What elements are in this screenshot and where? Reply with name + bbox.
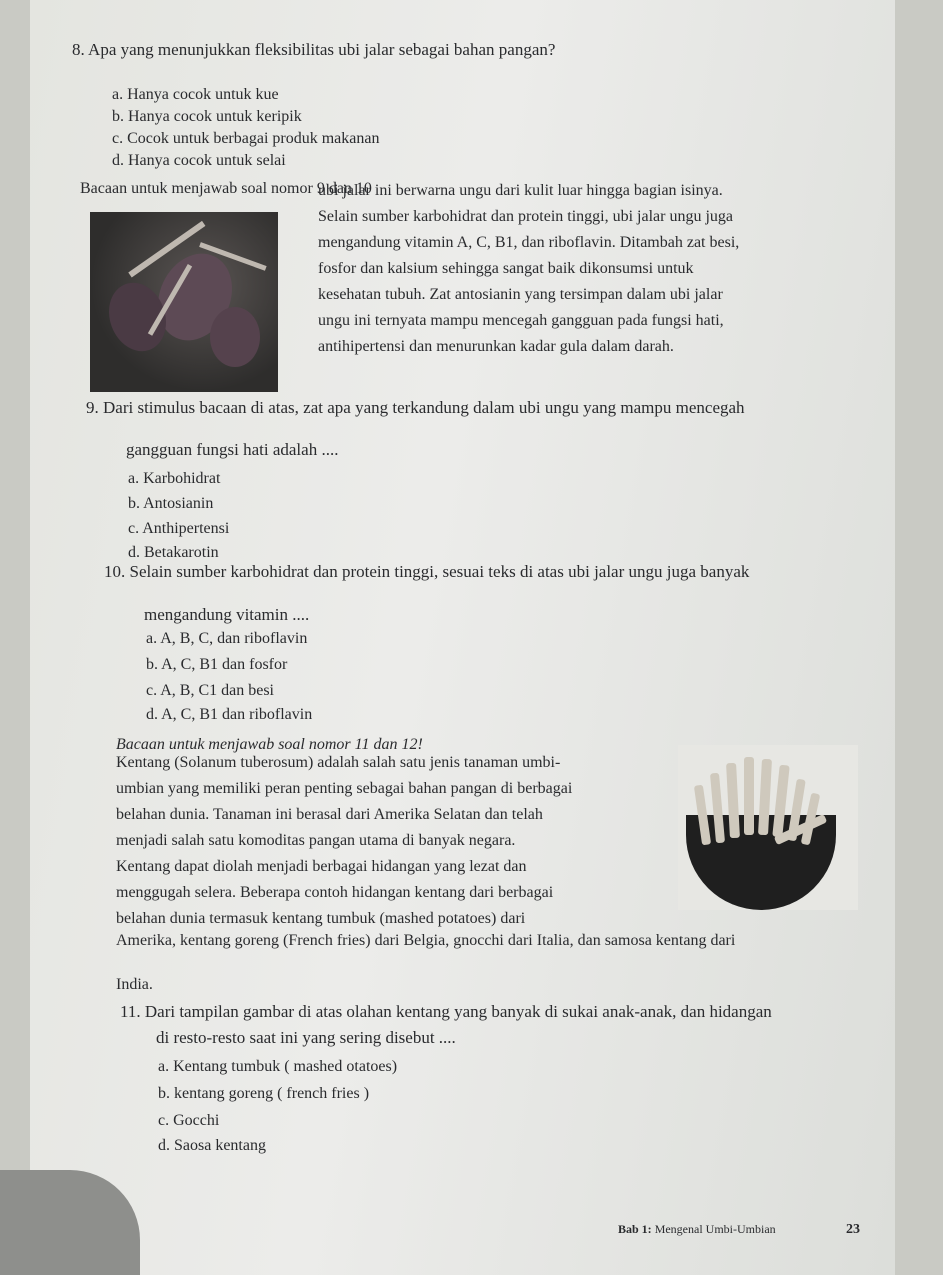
q8-option-d: d. Hanya cocok untuk selai <box>112 152 286 169</box>
reading2-line: belahan dunia. Tanaman ini berasal dari Amerika Selatan dan telah <box>116 806 543 823</box>
reading2-line-end: India. <box>116 976 153 993</box>
reading2-heading: Bacaan untuk menjawab soal nomor 11 dan 12! <box>116 736 423 753</box>
reading1-paragraph <box>318 178 848 360</box>
q10-option-a: a. A, B, C, dan riboflavin <box>146 630 308 647</box>
reading1-line: antihipertensi dan menurunkan kadar gula dalam darah. <box>318 338 674 355</box>
q9-option-b: b. Antosianin <box>128 495 214 512</box>
reading1-line: mengandung vitamin A, C, B1, dan riboflavin. Ditambah zat besi, <box>318 234 740 251</box>
reading1-line: ubi jalar ini berwarna ungu dari kulit luar hingga bagian isinya. <box>318 182 723 199</box>
footer-chapter-title: Mengenal Umbi-Umbian <box>654 1222 776 1236</box>
q9-question: 9. Dari stimulus bacaan di atas, zat apa yang terkandung dalam ubi ungu yang mampu mencegah <box>86 398 745 417</box>
reading2-line: menggugah selera. Beberapa contoh hidangan kentang dari berbagai <box>116 884 554 901</box>
reading1-line: fosfor dan kalsium sehingga sangat baik dikonsumsi untuk <box>318 260 694 277</box>
q11-option-a: a. Kentang tumbuk ( mashed otatoes) <box>158 1058 398 1075</box>
reading2-line-full: Amerika, kentang goreng (French fries) dari Belgia, gnocchi dari Italia, dan samosa kentang dari <box>116 932 736 949</box>
q9-option-c: c. Anthipertensi <box>128 520 230 537</box>
purple-sweet-potato-photo <box>90 212 278 392</box>
french-fries-photo <box>678 745 858 910</box>
q11-question: 11. Dari tampilan gambar di atas olahan kentang yang banyak di sukai anak-anak, dan hidangan <box>120 1002 772 1021</box>
q11-question-cont: di resto-resto saat ini yang sering disebut .... <box>156 1028 456 1047</box>
reading1-line: kesehatan tubuh. Zat antosianin yang tersimpan dalam ubi jalar <box>318 286 723 303</box>
reading2-paragraph-wrapped <box>116 750 640 932</box>
reading2-line: belahan dunia termasuk kentang tumbuk (mashed potatoes) dari <box>116 910 526 927</box>
q9-option-a: a. Karbohidrat <box>128 470 221 487</box>
q10-option-b: b. A, C, B1 dan fosfor <box>146 656 288 673</box>
footer-chapter-label: Bab 1: <box>618 1222 652 1236</box>
page-number: 23 <box>846 1222 860 1237</box>
q11-option-b: b. kentang goreng ( french fries ) <box>158 1085 370 1102</box>
reading2-line: Kentang dapat diolah menjadi berbagai hidangan yang lezat dan <box>116 858 527 875</box>
reading2-line: Kentang (Solanum tuberosum) adalah salah satu jenis tanaman umbi- <box>116 754 561 771</box>
reading1-line: ungu ini ternyata mampu mencegah gangguan pada fungsi hati, <box>318 312 724 329</box>
q10-question-cont: mengandung vitamin .... <box>144 605 310 624</box>
reading1-heading: Bacaan untuk menjawab soal nomor 9 dan 10 <box>80 180 372 197</box>
reading1-line: Selain sumber karbohidrat dan protein tinggi, ubi jalar ungu juga <box>318 208 734 225</box>
q8-option-b: b. Hanya cocok untuk keripik <box>112 108 302 125</box>
reading2-line: umbian yang memiliki peran penting sebagai bahan pangan di berbagai <box>116 780 573 797</box>
q8-option-a: a. Hanya cocok untuk kue <box>112 86 279 103</box>
q8-option-c: c. Cocok untuk berbagai produk makanan <box>112 130 380 147</box>
q10-question: 10. Selain sumber karbohidrat dan protein tinggi, sesuai teks di atas ubi jalar ungu juga banyak <box>104 562 750 581</box>
q11-option-d: d. Saosa kentang <box>158 1137 266 1154</box>
reading2-line: menjadi salah satu komoditas pangan utama di banyak negara. <box>116 832 516 849</box>
footer-chapter <box>618 1222 776 1237</box>
q9-question-cont: gangguan fungsi hati adalah .... <box>126 440 339 459</box>
q10-option-d: d. A, C, B1 dan riboflavin <box>146 706 313 723</box>
q10-option-c: c. A, B, C1 dan besi <box>146 682 274 699</box>
q8-question: 8. Apa yang menunjukkan fleksibilitas ubi jalar sebagai bahan pangan? <box>72 40 556 59</box>
q11-option-c: c. Gocchi <box>158 1112 220 1129</box>
q9-option-d: d. Betakarotin <box>128 544 219 561</box>
